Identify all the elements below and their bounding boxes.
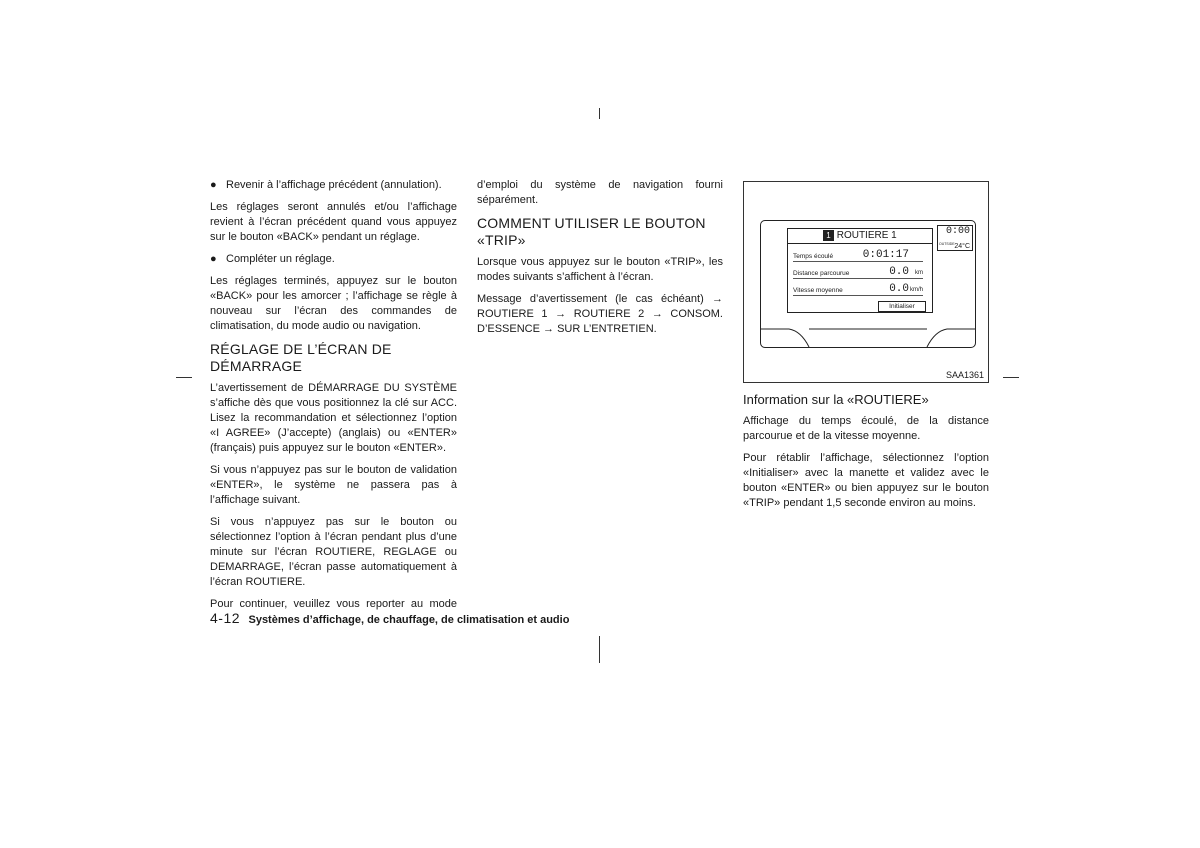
bullet-dot: ● xyxy=(210,253,217,265)
top-crop-mark xyxy=(599,108,600,119)
paragraph: Les réglages terminés, appuyez sur le bouton «BACK» pour les amorcer ; l’affichage se règle à nouveau sur l’écran des commandes de climatisation, du mode audio ou navigation. xyxy=(210,275,457,332)
trip-panel xyxy=(787,228,933,313)
row-elapsed-time xyxy=(793,246,923,262)
row-distance xyxy=(793,263,923,279)
figure-code: SAA1361 xyxy=(945,370,984,380)
page-number: 4-12 xyxy=(210,610,241,626)
outside-label: OUTSIDE xyxy=(939,242,955,246)
paragraph: Affichage du temps écoulé, de la distance parcourue et de la vitesse moyenne. xyxy=(743,415,989,442)
page-footer xyxy=(210,610,569,628)
paragraph: Pour rétablir l’affichage, sélectionnez l’option «Initialiser» avec la manette et validez avec le bouton «ENTER» ou bien appuyez sur le bouton «TRIP» pendant 1,5 seconde environ au moins. xyxy=(743,452,989,509)
middle-column xyxy=(477,178,723,344)
section-heading-startup: RÉGLAGE DE L’ÉCRAN DE DÉMARRAGE xyxy=(210,341,392,374)
row-label: Distance parcourue xyxy=(793,270,850,277)
row-label: Vitesse moyenne xyxy=(793,287,843,294)
clock-display xyxy=(937,225,973,251)
section-heading-trip-info: Information sur la «ROUTIERE» xyxy=(743,392,929,407)
paragraph: Si vous n’appuyez pas sur le bouton ou sélectionnez l’option à l’écran pendant plus d’une minute sur l’écran ROUTIERE, REGLAGE ou DEMARRAGE, l’écran passe automatiquement à l’écran ROUTIERE. xyxy=(210,516,457,588)
paragraph: Message d’avertissement (le cas échéant) → ROUTIERE 1 → ROUTIERE 2 → CONSOM. D’ESSENCE → SUR L’ENTRETIEN. xyxy=(477,293,723,335)
bullet-text: Compléter un réglage. xyxy=(226,253,335,265)
row-value: 0.0 xyxy=(889,266,909,278)
left-crop-mark xyxy=(176,377,192,378)
trip-panel-title xyxy=(788,229,932,244)
trip-display-figure xyxy=(743,181,989,383)
section-heading-trip: COMMENT UTILISER LE BOUTON «TRIP» xyxy=(477,215,706,248)
bullet-text: Revenir à l’affichage précédent (annulation). xyxy=(226,179,442,191)
dashboard-curve xyxy=(761,317,975,348)
right-crop-mark xyxy=(1003,377,1019,378)
paragraph: Pour continuer, veuillez vous reporter au mode xyxy=(210,598,457,610)
right-column xyxy=(743,392,989,518)
bullet-complete xyxy=(210,252,457,267)
bottom-crop-mark xyxy=(599,636,600,663)
row-label: Temps écoulé xyxy=(793,253,834,260)
display-screen xyxy=(760,220,976,348)
clock-time: 0:00 xyxy=(945,226,970,237)
bullet-dot: ● xyxy=(210,179,217,191)
chapter-title: Systèmes d’affichage, de chauffage, de climatisation et audio xyxy=(248,614,570,626)
row-value: 0.0 xyxy=(889,283,909,295)
paragraph: Les réglages seront annulés et/ou l’affichage revient à l’écran précédent quand vous appuyez sur le bouton «BACK» pendant un réglage. xyxy=(210,201,457,243)
row-avg-speed xyxy=(793,280,923,296)
row-unit: km/h xyxy=(909,287,923,293)
outside-temperature: 24°C xyxy=(954,243,970,250)
left-column xyxy=(210,178,457,619)
paragraph: L’avertissement de DÉMARRAGE DU SYSTÈME s’affiche dès que vous positionnez la clé sur ACC. Lisez la recommandation et sélectionnez l’option «I AGREE» (J’accepte) (anglais) ou «ENTER» (français) puis appuyez sur le bouton «ENTER». xyxy=(210,382,457,454)
paragraph: Lorsque vous appuyez sur le bouton «TRIP», les modes suivants s’affichent à l’écran. xyxy=(477,256,723,283)
trip-number-icon: 1 xyxy=(823,230,833,241)
bullet-revert xyxy=(210,178,457,193)
row-value: 0:01:17 xyxy=(862,249,909,261)
reset-button[interactable]: Initialiser xyxy=(878,301,926,312)
paragraph: Si vous n’appuyez pas sur le bouton de validation «ENTER», le système ne passera pas à l’affichage suivant. xyxy=(210,464,457,506)
trip-title-text: ROUTIERE 1 xyxy=(836,230,897,241)
row-unit: km xyxy=(915,270,923,276)
paragraph: d’emploi du système de navigation fourni séparément. xyxy=(477,179,723,206)
